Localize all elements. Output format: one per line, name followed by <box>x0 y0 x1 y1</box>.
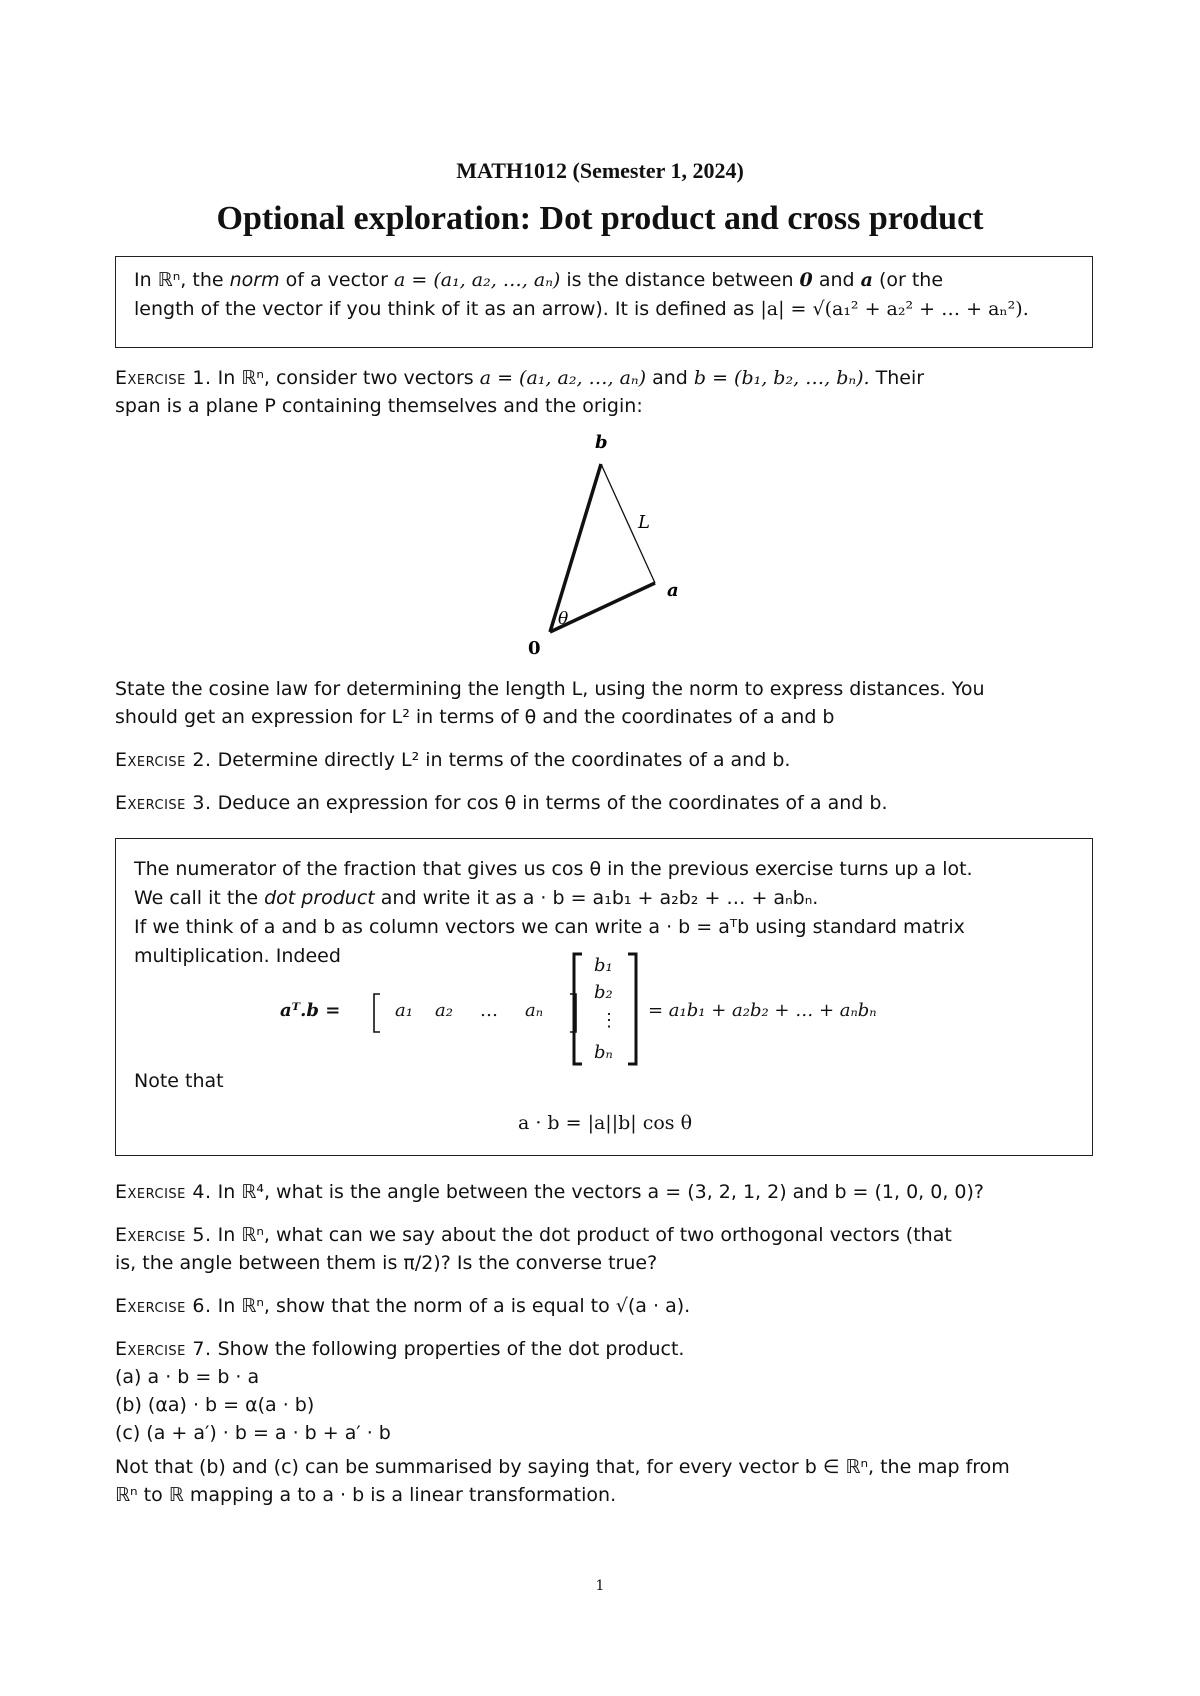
exercise-5: Exercise 5. In ℝⁿ, what can we say about the dot product of two orthogonal vectors (that is, the angle between them is π/2)? Is the converse true? <box>115 1224 952 1274</box>
norm-line-1: In ℝⁿ, the norm of a vector a = (a₁, a₂, …, aₙ) is the distance between 0 and a (or the <box>134 269 944 291</box>
linearity-note-1: Not that (b) and (c) can be summarised by saying that, for every vector b ∈ ℝⁿ, the map from <box>115 1456 1010 1478</box>
col-entry-2: b₂ <box>594 982 613 1003</box>
exercise-2: Exercise 2. Determine directly L² in terms of the coordinates of a and b. <box>115 749 791 771</box>
property-b: (b) (αa) · b = α(a · b) <box>115 1394 315 1416</box>
page-title: Optional exploration: Dot product and cross product <box>216 200 984 237</box>
col-entry-3: ⋮ <box>600 1010 618 1031</box>
diagram-label-theta: θ <box>558 609 569 629</box>
page-number: 1 <box>595 1578 605 1594</box>
exercise-1-label: Exercise 1. <box>115 367 212 389</box>
norm-formula: |a| = √(a₁² + a₂² + … + aₙ²). <box>760 298 1029 320</box>
diagram-label-b: b <box>595 432 608 453</box>
norm-definition-box <box>115 256 1093 348</box>
formula-rhs: = a₁b₁ + a₂b₂ + … + aₙbₙ <box>648 1000 877 1021</box>
col-entry-4: bₙ <box>594 1042 613 1063</box>
vector-a-def: a = (a₁, a₂, …, aₙ) <box>394 269 561 291</box>
exercise-3: Exercise 3. Deduce an expression for cos θ in terms of the coordinates of a and b. <box>115 792 888 814</box>
col-entry-1: b₁ <box>594 955 613 976</box>
diagram-label-origin: 0 <box>528 638 541 658</box>
exercise-2-label: Exercise 2. <box>115 749 212 771</box>
exercise-3-label: Exercise 3. <box>115 792 212 814</box>
row-entry-4: aₙ <box>525 1000 544 1021</box>
norm-line-2: length of the vector if you think of it as an arrow). It is defined as |a| = √(a₁² + a₂² + … + aₙ²). <box>134 298 1029 320</box>
exercise-5-label: Exercise 5. <box>115 1224 212 1246</box>
course-header: MATH1012 (Semester 1, 2024) <box>456 158 744 183</box>
norm-term: norm <box>229 269 280 291</box>
exercise-4-label: Exercise 4. <box>115 1181 212 1203</box>
note-label: Note that <box>134 1070 224 1092</box>
exercise-6-label: Exercise 6. <box>115 1295 212 1317</box>
property-c: (c) (a + a′) · b = a · b + a′ · b <box>115 1422 391 1444</box>
linearity-note-2: ℝⁿ to ℝ mapping a to a · b is a linear transformation. <box>115 1484 617 1506</box>
exercise-7-label: Exercise 7. <box>115 1338 212 1360</box>
row-entry-2: a₂ <box>435 1000 453 1021</box>
exercise-7: Exercise 7. Show the following properties of the dot product. (a) a · b = b · a (b) (αa) · b = α(a · b) (c) (a + a′) · b = a · b + a′ · b Not that (b) and (c) can be summarised by saying that, for every vector b ∈ ℝⁿ, the map from ℝⁿ to ℝ mapping a to a · b is a linear transformation. <box>115 1335 1093 1509</box>
note-equation: a · b = |a||b| cos θ <box>517 1112 693 1134</box>
row-entry-1: a₁ <box>395 1000 413 1021</box>
exercise-1-question: State the cosine law for determining the length L, using the norm to express distances. You should get an expression for L² in terms of θ and the coordinates of a and b <box>115 678 985 728</box>
property-a: (a) a · b = b · a <box>115 1366 260 1388</box>
exercise-4: Exercise 4. In ℝ⁴, what is the angle between the vectors a = (3, 2, 1, 2) and b = (1, 0, 0, 0)? <box>115 1181 985 1203</box>
formula-lhs: aᵀ.b = <box>280 1000 341 1021</box>
diagram-label-l: L <box>638 512 650 533</box>
matrix-formula <box>280 955 980 1070</box>
diagram-label-a: a <box>667 580 679 601</box>
exercise-1: Exercise 1. In ℝⁿ, consider two vectors a = (a₁, a₂, …, aₙ) and b = (b₁, b₂, …, bₙ). Their span is a plane P containing themselves and the origin: <box>115 367 925 417</box>
exercise-6: Exercise 6. In ℝⁿ, show that the norm of a is equal to √(a · a). <box>115 1295 691 1317</box>
triangle-diagram <box>505 428 705 658</box>
row-entry-3: … <box>480 1000 498 1021</box>
dot-product-box: The numerator of the fraction that gives us cos θ in the previous exercise turns up a lot. We call it the dot product and write it as a · b = a₁b₁ + a₂b₂ + … + aₙbₙ. If we think of a and b as column vectors we can write a · b = aᵀb using standard matrix multiplication. Indeed Note that a · b = |a||b| cos θ <box>115 838 1093 1156</box>
dot-product-term: dot product <box>264 887 375 909</box>
vector-b-arrow <box>550 464 601 632</box>
